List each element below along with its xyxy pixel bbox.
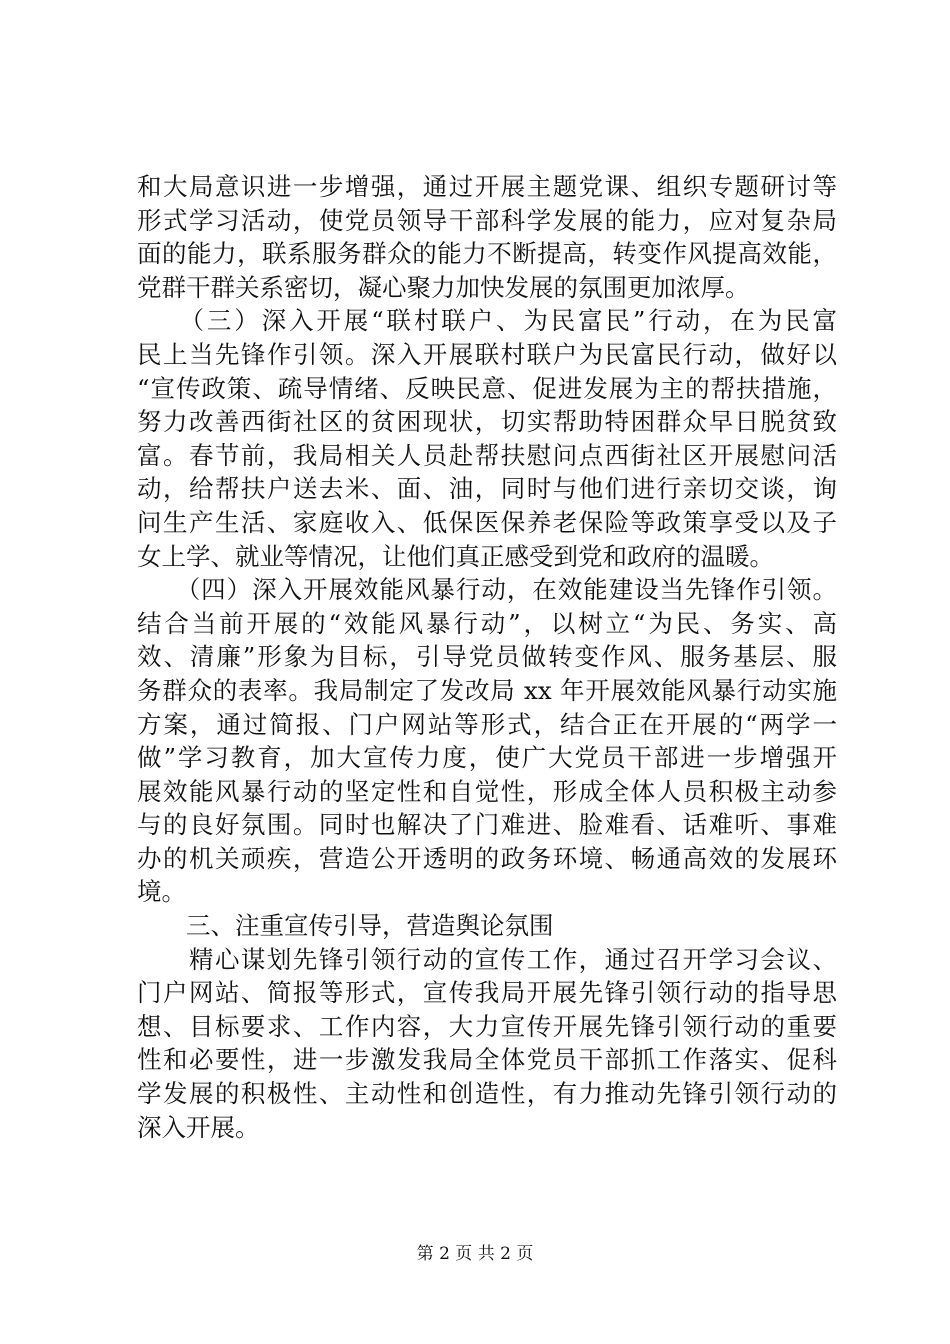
text-line: 女上学、就业等情况，让他们真正感受到党和政府的温暖。 (137, 541, 774, 571)
text-line: 展效能风暴行动的坚定性和自觉性，形成全体人员积极主动参 (137, 776, 837, 806)
text-line: 性和必要性，进一步激发我局全体党员干部抓工作落实、促科 (137, 1045, 837, 1075)
text-line: （三）深入开展“联村联户、为民富民”行动，在为民富 (137, 306, 837, 336)
text-line: 办的机关顽疾，营造公开透明的政务环境、畅通高效的发展环 (137, 843, 837, 873)
text-line: 努力改善西街社区的贫困现状，切实帮助特困群众早日脱贫致 (137, 407, 837, 437)
text-line: 与的良好氛围。同时也解决了门难进、脸难看、话难听、事难 (137, 810, 837, 840)
text-line: 深入开展。 (137, 1112, 260, 1142)
text-line: 效、清廉”形象为目标，引导党员做转变作风、服务基层、服 (137, 642, 837, 672)
section-heading: 三、注重宣传引导，营造舆论氛围 (137, 911, 554, 941)
text-line: “宣传政策、疏导情绪、反映民意、促进发展为主的帮扶措施， (137, 373, 837, 403)
text-line: （四）深入开展效能风暴行动，在效能建设当先锋作引领。 (137, 575, 837, 605)
text-line: 民上当先锋作引领。深入开展联村联户为民富民行动，做好以 (137, 339, 837, 369)
text-line: 境。 (137, 877, 186, 907)
text-line: 富。春节前，我局相关人员赴帮扶慰问点西街社区开展慰问活 (137, 440, 837, 470)
text-line: 精心谋划先锋引领行动的宣传工作，通过召开学习会议、 (137, 944, 837, 974)
page-number-footer: 第 2 页 共 2 页 (416, 1244, 534, 1264)
text-line: 做”学习教育，加大宣传力度，使广大党员干部进一步增强开 (137, 743, 837, 773)
text-line: 务群众的表率。我局制定了发改局 xx 年开展效能风暴行动实施 (137, 675, 837, 705)
text-line: 问生产生活、家庭收入、低保医保养老保险等政策享受以及子 (137, 507, 837, 537)
text-line: 学发展的积极性、主动性和创造性，有力推动先锋引领行动的 (137, 1079, 837, 1109)
text-line: 党群干群关系密切，凝心聚力加快发展的氛围更加浓厚。 (137, 272, 750, 302)
text-line: 结合当前开展的“效能风暴行动”，以树立“为民、务实、高 (137, 608, 837, 638)
text-line: 想、目标要求、工作内容，大力宣传开展先锋引领行动的重要 (137, 1011, 837, 1041)
text-line: 和大局意识进一步增强，通过开展主题党课、组织专题研讨等 (137, 172, 837, 201)
text-line: 动，给帮扶户送去米、面、油，同时与他们进行亲切交谈，询 (137, 474, 837, 504)
text-line: 形式学习活动，使党员领导干部科学发展的能力，应对复杂局 (137, 205, 837, 235)
text-line: 方案，通过简报、门户网站等形式，结合正在开展的“两学一 (137, 709, 837, 739)
text-line: 门户网站、简报等形式，宣传我局开展先锋引领行动的指导思 (137, 978, 837, 1008)
text-line: 面的能力，联系服务群众的能力不断提高，转变作风提高效能， (137, 239, 837, 269)
document-body (137, 170, 837, 1144)
